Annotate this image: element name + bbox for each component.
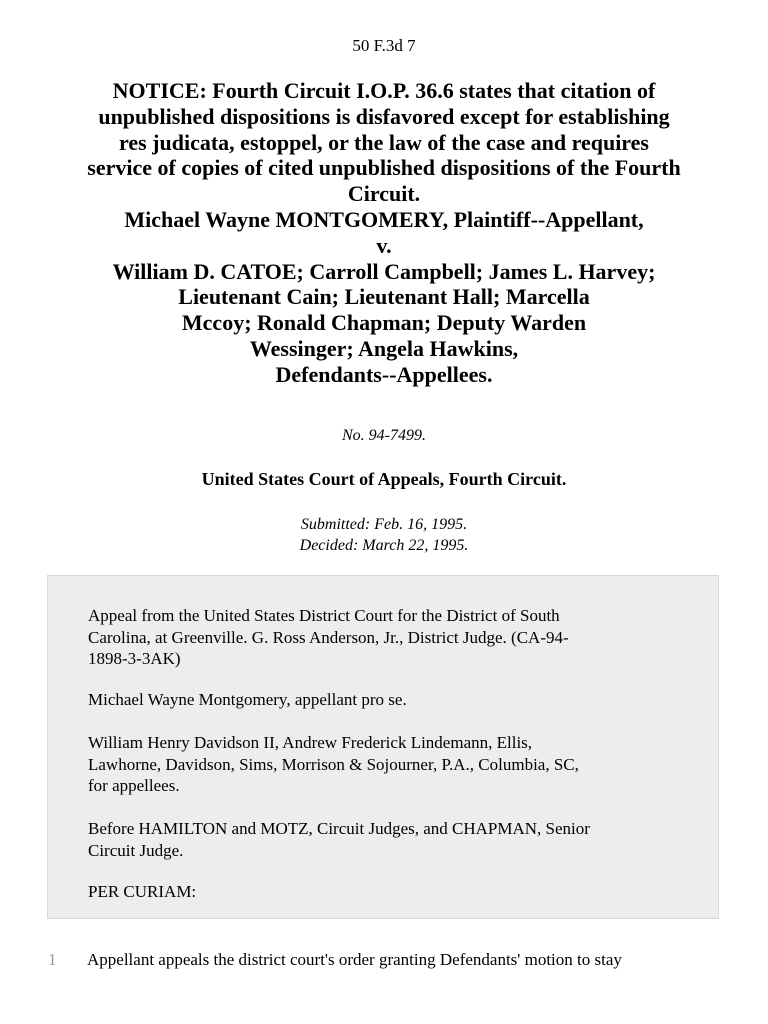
decided-date: Decided: March 22, 1995. xyxy=(299,537,469,554)
case-citation: 50 F.3d 7 xyxy=(352,36,416,55)
court-name: United States Court of Appeals, Fourth Circuit. xyxy=(201,469,567,489)
per-curiam: PER CURIAM: xyxy=(88,882,197,901)
paragraph-number: 1 xyxy=(48,950,57,969)
appellee-party-line: Defendants--Appellees. xyxy=(275,361,493,387)
notice-line: unpublished dispositions is disfavored except for establishing xyxy=(98,103,670,129)
appellee-party-line: William D. CATOE; Carroll Campbell; James L. Harvey; xyxy=(112,258,656,284)
appellee-counsel: William Henry Davidson II, Andrew Frederick Lindemann, Ellis, Lawhorne, Davidson, Sims, Morrison & Sojourner, P.A., Columbia, SC, for appellees. xyxy=(88,733,579,795)
notice-line: service of copies of cited unpublished dispositions of the Fourth xyxy=(87,155,681,181)
appellant-party: Michael Wayne MONTGOMERY, Plaintiff--Appellant, xyxy=(124,206,644,232)
submitted-date: Submitted: Feb. 16, 1995. xyxy=(300,516,468,533)
paragraph-text: Appellant appeals the district court's order granting Defendants' motion to stay xyxy=(87,950,622,969)
appellee-party-line: Mccoy; Ronald Chapman; Deputy Warden xyxy=(181,310,587,336)
notice-line: Circuit. xyxy=(347,181,421,207)
appellee-party-line: Lieutenant Cain; Lieutenant Hall; Marcella xyxy=(178,284,590,310)
appellee-party-line: Wessinger; Angela Hawkins, xyxy=(249,335,519,361)
notice-line: NOTICE: Fourth Circuit I.O.P. 36.6 states that citation of xyxy=(112,78,656,103)
notice-line: res judicata, estoppel, or the law of the case and requires xyxy=(118,129,649,155)
panel-judges: Before HAMILTON and MOTZ, Circuit Judges, and CHAPMAN, Senior Circuit Judge. xyxy=(88,819,590,860)
appellant-counsel: Michael Wayne Montgomery, appellant pro se. xyxy=(88,690,407,709)
appeal-info: Appeal from the United States District Court for the District of South Carolina, at Greenville. G. Ross Anderson, Jr., District Judge. (CA-94- 1898-3-3AK) xyxy=(88,606,569,668)
case-caption xyxy=(40,78,728,388)
docket-number: No. 94-7499. xyxy=(342,427,426,444)
case-dates xyxy=(0,514,768,556)
case-summary-box xyxy=(47,575,719,919)
versus: v. xyxy=(376,232,392,258)
